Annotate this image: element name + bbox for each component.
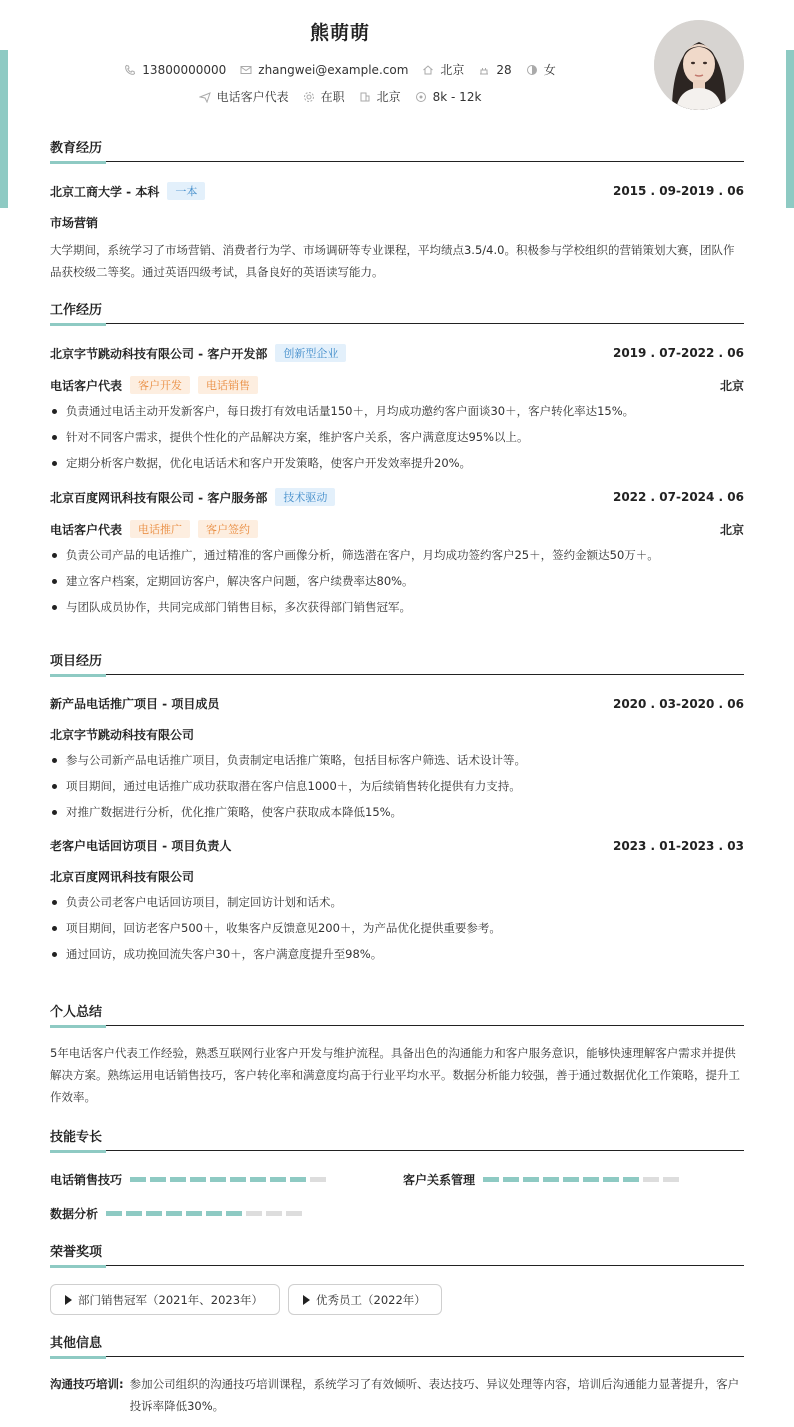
major: 市场营销: [50, 216, 99, 230]
project-name: 老客户电话回访项目 - 项目负责人: [50, 839, 232, 853]
award-text: 部门销售冠军（2021年、2023年）: [78, 1292, 264, 1307]
skill-name: 数据分析: [50, 1207, 99, 1221]
education-period: 2015 . 09-2019 . 06: [612, 184, 744, 198]
project-company: 北京百度网讯科技有限公司: [50, 870, 195, 884]
skill-segment-empty: [310, 1177, 326, 1182]
project-entry: [50, 695, 744, 825]
list-item: 针对不同客户需求，提供个性化的产品解决方案，维护客户关系，客户满意度达95%以上。: [50, 424, 744, 450]
skill-name: 客户关系管理: [403, 1173, 476, 1187]
education-title: 教育经历: [50, 140, 744, 162]
job-intent-row: [0, 88, 680, 105]
work-role-row: [50, 376, 744, 394]
work-section: [50, 302, 744, 620]
send-icon: [199, 91, 211, 103]
email-item: [240, 63, 408, 77]
list-item: 与团队成员协作，共同完成部门销售目标，多次获得部门销售冠军。: [50, 594, 744, 620]
list-item: 对推广数据进行分析，优化推广策略，使客户获取成本降低15%。: [50, 799, 744, 825]
salary-text: 8k - 12k: [432, 89, 482, 104]
age-text: 28: [496, 62, 512, 77]
projects-section: [50, 653, 744, 967]
status-text: 在职: [320, 90, 345, 104]
work-role: 电话客户代表: [50, 522, 123, 537]
other-text: 参加公司组织的沟通技巧培训课程，系统学习了有效倾听、表达技巧、异议处理等内容，培训后沟通能力显著提升，客户投诉率降低30%。: [129, 1377, 740, 1413]
email-icon: [240, 64, 252, 76]
project-company: 北京字节跳动科技有限公司: [50, 728, 195, 742]
work-company-row: [50, 488, 744, 506]
role-tag: 客户签约: [198, 520, 258, 538]
home-icon: [422, 64, 434, 76]
skill-segment-filled: [583, 1177, 599, 1182]
award-item: [288, 1284, 442, 1315]
school-name: 北京工商大学 - 本科: [50, 184, 160, 199]
work-entry: [50, 344, 744, 476]
skill-segment-filled: [523, 1177, 539, 1182]
project-period: 2020 . 03-2020 . 06: [612, 696, 744, 711]
work-period: 2022 . 07-2024 . 06: [612, 490, 744, 504]
skill-segment-filled: [150, 1177, 166, 1182]
role-tag: 客户开发: [130, 376, 190, 394]
skill-segment-filled: [190, 1177, 206, 1182]
projects-title: 项目经历: [50, 653, 744, 675]
skill-segment-filled: [186, 1211, 202, 1216]
skill-segment-filled: [543, 1177, 559, 1182]
award-text: 优秀员工（2022年）: [316, 1292, 426, 1307]
company-tag: 创新型企业: [275, 344, 346, 362]
phone-text: 13800000000: [142, 62, 227, 77]
project-header-row: [50, 837, 744, 854]
triangle-icon: [303, 1295, 310, 1305]
skill-segment-filled: [106, 1211, 122, 1216]
skill-segment-filled: [166, 1211, 182, 1216]
gender-icon: [526, 64, 538, 76]
education-header-row: [50, 182, 744, 200]
skill-item: [50, 1171, 326, 1188]
list-item: 定期分析客户数据，优化电话话术和客户开发策略，使客户开发效率提升20%。: [50, 450, 744, 476]
work-location: 北京: [719, 522, 744, 537]
skill-segment-filled: [226, 1211, 242, 1216]
summary-title: 个人总结: [50, 1004, 744, 1026]
school-tag: 一本: [167, 182, 205, 200]
skill-segment-filled: [483, 1177, 499, 1182]
job-title-text: 电话客户代表: [216, 90, 289, 104]
salary-icon: [415, 91, 427, 103]
skill-name: 电话销售技巧: [50, 1173, 123, 1187]
skill-segment-filled: [503, 1177, 519, 1182]
skill-level-bar: [106, 1211, 302, 1216]
project-bullets: [50, 889, 744, 967]
skill-segment-filled: [206, 1211, 222, 1216]
skill-segment-filled: [603, 1177, 619, 1182]
project-name: 新产品电话推广项目 - 项目成员: [50, 697, 220, 711]
list-item: 建立客户档案，定期回访客户，解决客户问题，客户续费率达80%。: [50, 568, 744, 594]
awards-title: 荣誉奖项: [50, 1244, 744, 1266]
status-icon: [303, 91, 315, 103]
skills-section: [50, 1129, 744, 1231]
list-item: 通过回访，成功挽回流失客户30＋，客户满意度提升至98%。: [50, 941, 744, 967]
city-item: [422, 61, 464, 78]
work-entry: [50, 488, 744, 620]
work-company: 北京百度网讯科技有限公司 - 客户服务部: [50, 490, 268, 505]
role-tag: 电话销售: [198, 376, 258, 394]
project-header-row: [50, 695, 744, 712]
list-item: 负责公司产品的电话推广，通过精准的客户画像分析，筛选潜在客户，月均成功签约客户25＋，签约金额达50万＋。: [50, 542, 744, 568]
skill-level-bar: [130, 1177, 326, 1182]
phone-icon: [124, 64, 136, 76]
list-item: 参与公司新产品电话推广项目，负责制定电话推广策略，包括目标客户筛选、话术设计等。: [50, 747, 744, 773]
role-tag: 电话推广: [130, 520, 190, 538]
skill-segment-empty: [286, 1211, 302, 1216]
avatar-photo: [654, 20, 744, 110]
work-role: 电话客户代表: [50, 378, 123, 393]
skill-segment-filled: [270, 1177, 286, 1182]
summary-text: 5年电话客户代表工作经验，熟悉互联网行业客户开发与维护流程。具备出色的沟通能力和客户服务意识，能够快速理解客户需求并提供解决方案。熟练运用电话销售技巧，客户转化率和满意度均高于行业平均水平。数据分析能力较强，善于通过数据优化工作策略，提升工作效率。: [50, 1046, 740, 1104]
age-item: [478, 63, 511, 77]
work-bullets: [50, 542, 744, 620]
list-item: 项目期间，通过电话推广成功获取潜在客户信息1000＋，为后续销售转化提供有力支持。: [50, 773, 744, 799]
skill-segment-filled: [563, 1177, 579, 1182]
skill-item: [50, 1205, 302, 1222]
skill-segment-filled: [210, 1177, 226, 1182]
work-title: 工作经历: [50, 302, 744, 324]
awards-section: [50, 1244, 744, 1315]
other-item: [50, 1373, 744, 1417]
salary-item: [415, 90, 482, 104]
education-description: 大学期间，系统学习了市场营销、消费者行为学、市场调研等专业课程，平均绩点3.5/4.0。积极参与学校组织的营销策划大赛，团队作品获校级二等奖。通过英语四级考试，具备良好的英语读写能力。: [50, 243, 735, 279]
list-item: 负责通过电话主动开发新客户，每日拨打有效电话量150＋，月均成功邀约客户面谈30＋，客户转化率达15%。: [50, 398, 744, 424]
work-bullets: [50, 398, 744, 476]
contact-row: [0, 61, 680, 78]
skill-segment-empty: [266, 1211, 282, 1216]
work-location: 北京: [719, 378, 744, 393]
skill-segment-filled: [130, 1177, 146, 1182]
skill-segment-filled: [623, 1177, 639, 1182]
gender-item: [526, 61, 556, 78]
building-icon: [359, 91, 371, 103]
other-section: [50, 1335, 744, 1417]
skill-segment-empty: [246, 1211, 262, 1216]
status-item: [303, 88, 345, 105]
age-icon: [478, 64, 490, 76]
education-section: [50, 140, 744, 283]
skill-segment-empty: [663, 1177, 679, 1182]
skill-segment-filled: [170, 1177, 186, 1182]
skill-segment-filled: [126, 1211, 142, 1216]
job-title-item: [199, 88, 289, 105]
phone-item: [124, 63, 226, 77]
list-item: 项目期间，回访老客户500＋，收集客户反馈意见200＋，为产品优化提供重要参考。: [50, 915, 744, 941]
target-city-item: [359, 88, 401, 105]
work-period: 2019 . 07-2022 . 06: [612, 346, 744, 360]
summary-section: [50, 1004, 744, 1108]
skill-segment-filled: [146, 1211, 162, 1216]
triangle-icon: [65, 1295, 72, 1305]
project-bullets: [50, 747, 744, 825]
project-entry: [50, 837, 744, 967]
award-item: [50, 1284, 280, 1315]
skills-grid: [50, 1151, 744, 1231]
city-text: 北京: [440, 63, 465, 77]
work-company: 北京字节跳动科技有限公司 - 客户开发部: [50, 346, 268, 361]
skills-title: 技能专长: [50, 1129, 744, 1151]
skill-segment-filled: [290, 1177, 306, 1182]
other-label: 沟通技巧培训:: [50, 1377, 124, 1391]
skill-item: [403, 1171, 679, 1188]
target-city-text: 北京: [376, 90, 401, 104]
candidate-name: 熊萌萌: [309, 22, 370, 44]
work-company-row: [50, 344, 744, 362]
list-item: 负责公司老客户电话回访项目，制定回访计划和话术。: [50, 889, 744, 915]
work-role-row: [50, 520, 744, 538]
company-tag: 技术驱动: [275, 488, 335, 506]
skill-segment-filled: [250, 1177, 266, 1182]
skill-segment-empty: [643, 1177, 659, 1182]
skill-segment-filled: [230, 1177, 246, 1182]
gender-text: 女: [543, 63, 556, 77]
awards-list: [50, 1284, 744, 1315]
other-title: 其他信息: [50, 1335, 744, 1357]
email-text: zhangwei@example.com: [258, 62, 409, 77]
project-period: 2023 . 01-2023 . 03: [612, 838, 744, 853]
resume-header: [0, 0, 794, 130]
skill-level-bar: [483, 1177, 679, 1182]
